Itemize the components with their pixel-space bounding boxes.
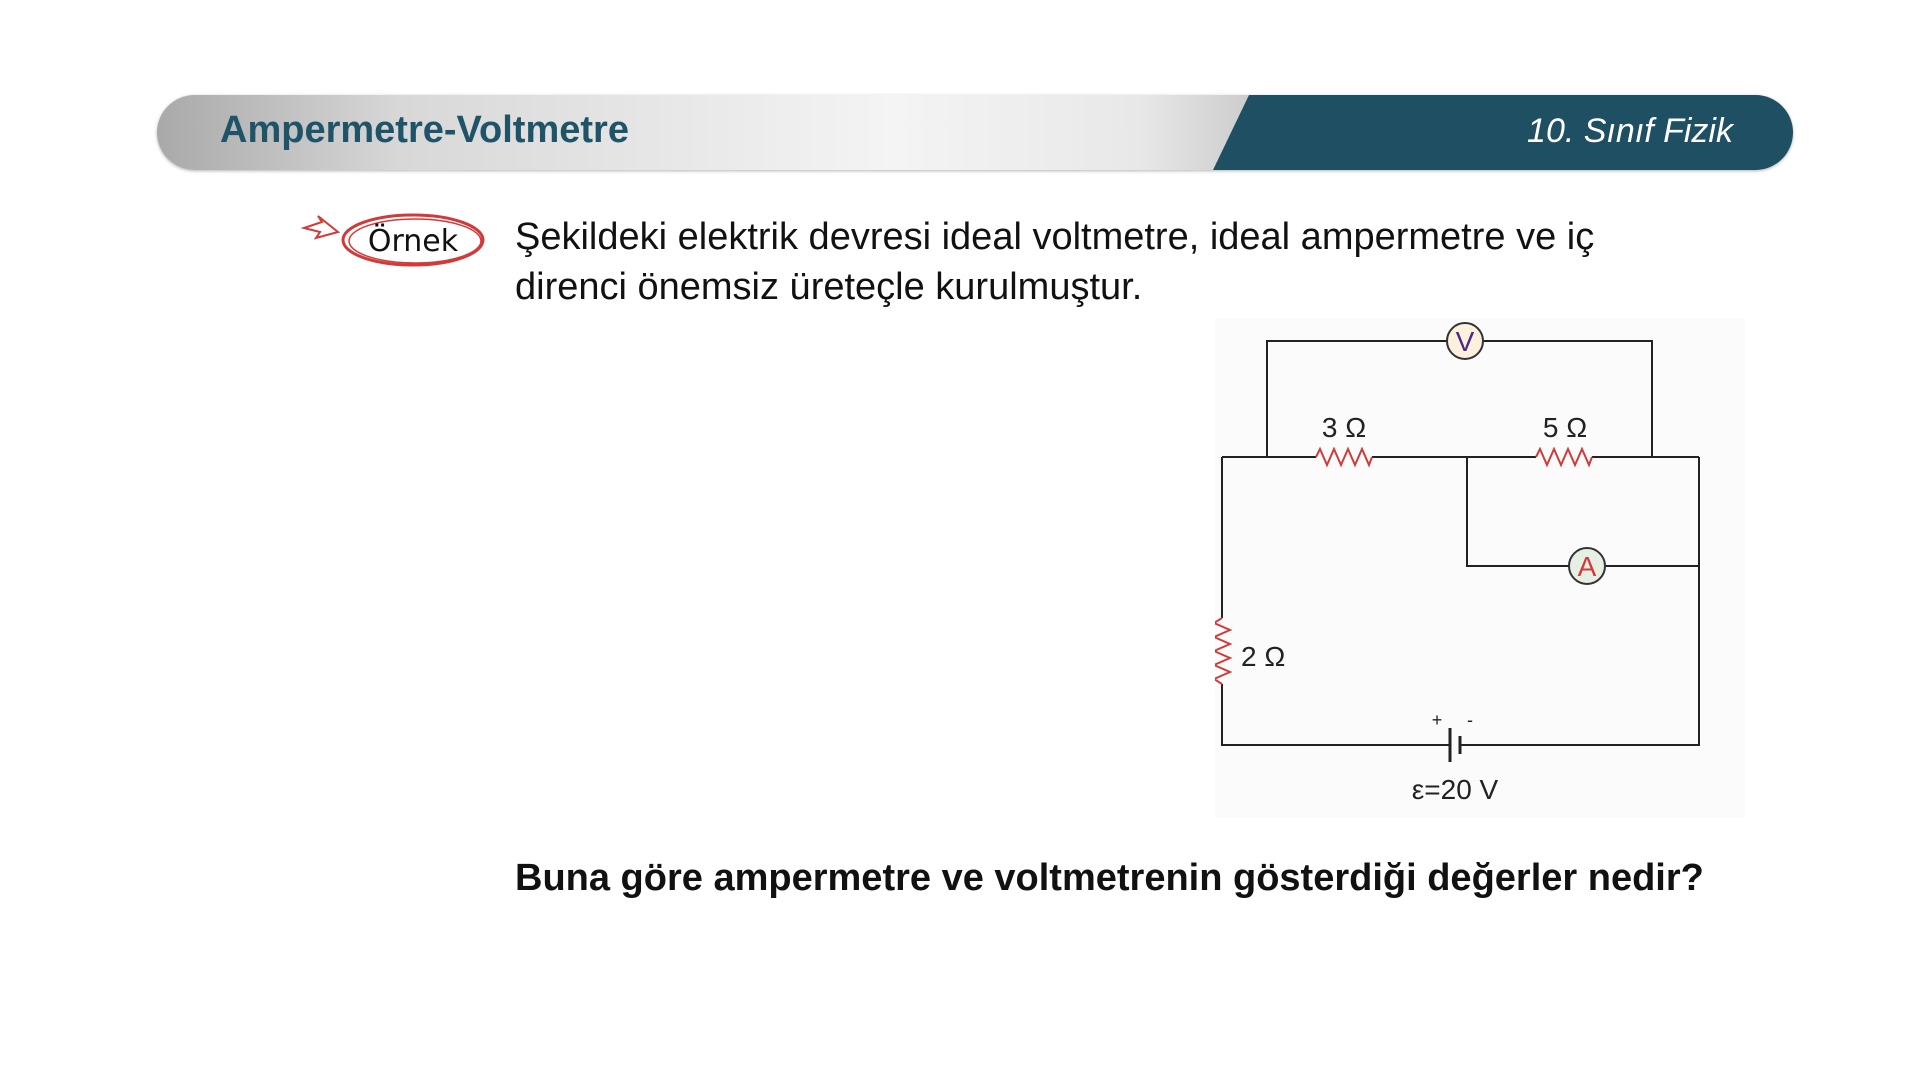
problem-line-2: direnci önemsiz üreteçle kurulmuştur. bbox=[515, 266, 1143, 308]
r1-label: 3 Ω bbox=[1321, 412, 1367, 443]
grade-label: 10. Sınıf Fizik bbox=[1527, 112, 1733, 150]
circuit-diagram bbox=[1215, 318, 1745, 818]
minus-label: - bbox=[1467, 710, 1473, 730]
emf-label: ε=20 V bbox=[1411, 774, 1499, 805]
r3-label: 2 Ω bbox=[1241, 641, 1286, 672]
ornek-label: Örnek bbox=[367, 224, 459, 259]
problem-line-1: Şekildeki elektrik devresi ideal voltmetre, ideal ampermetre ve iç bbox=[515, 216, 1595, 258]
r2-label: 5 Ω bbox=[1542, 412, 1588, 443]
problem-text bbox=[515, 212, 1775, 312]
arrow-icon bbox=[304, 216, 338, 238]
plus-label: + bbox=[1431, 710, 1443, 730]
header-bar bbox=[157, 95, 1793, 170]
ammeter-label: A bbox=[1577, 551, 1597, 582]
question-text: Buna göre ampermetre ve voltmetrenin gösterdiği değerler nedir? bbox=[515, 857, 1704, 899]
voltmeter-label: V bbox=[1455, 326, 1475, 357]
ornek-badge bbox=[300, 208, 490, 272]
slide-title: Ampermetre-Voltmetre bbox=[220, 109, 629, 151]
